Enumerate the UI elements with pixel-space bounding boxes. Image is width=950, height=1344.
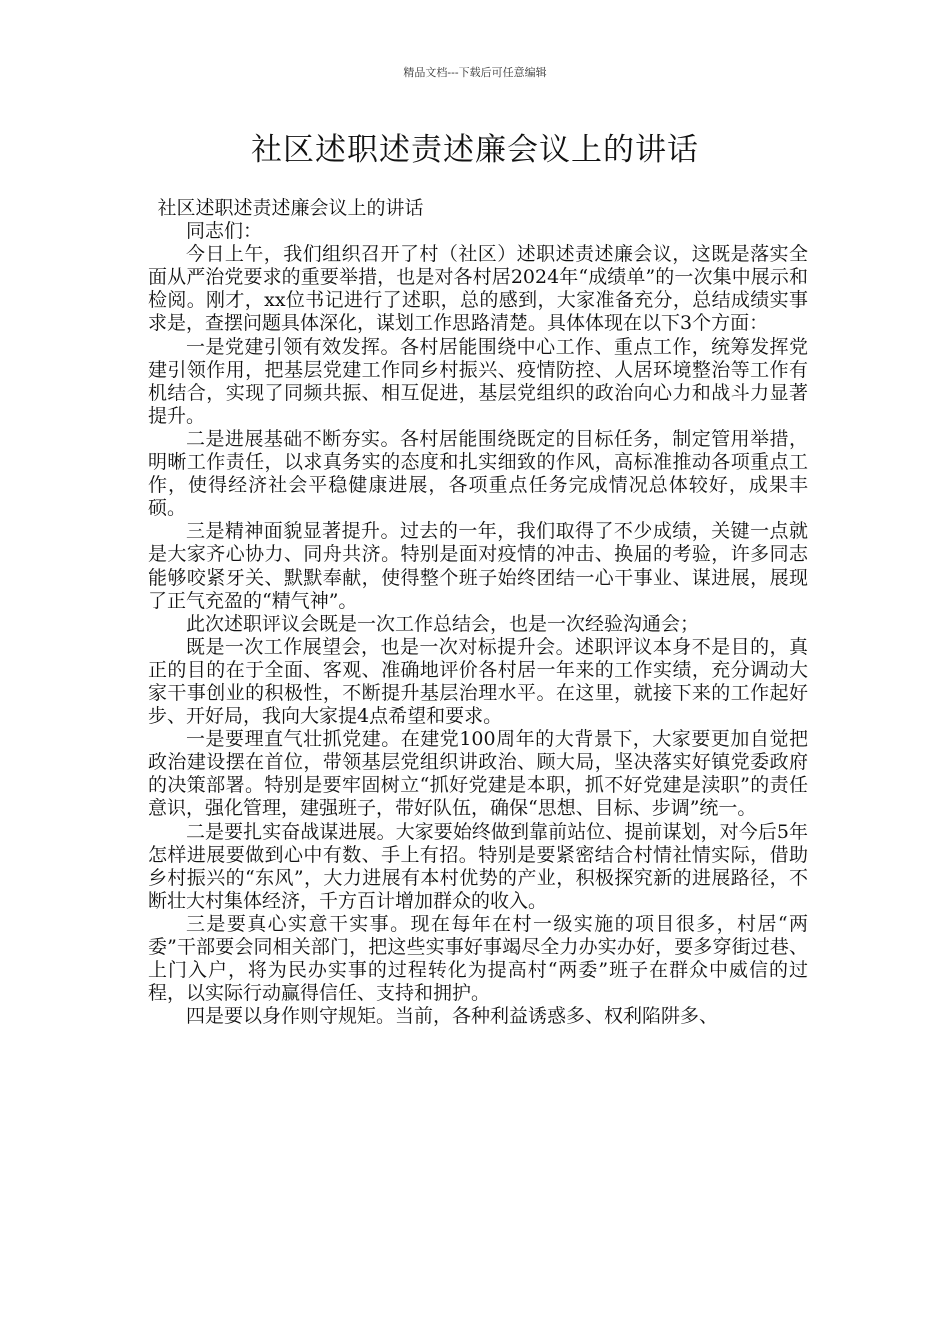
- paragraph-point-2: 二是进展基础不断夯实。各村居能围绕既定的目标任务，制定管用举措，明晰工作责任，以求真务实的态度和扎实细致的作风，高标准推动各项重点工作，使得经济社会平稳健康进展，各项重点任务完成情况总体较好，成果丰硕。: [148, 427, 808, 520]
- paragraph-transition-1: 此次述职评议会既是一次工作总结会，也是一次经验沟通会；: [186, 612, 700, 635]
- document-body: [148, 197, 808, 1028]
- paragraph-requirement-4: 四是要以身作则守规矩。当前，各种利益诱惑多、权利陷阱多、: [186, 1005, 719, 1028]
- paragraph-point-1: 一是党建引领有效发挥。各村居能围绕中心工作、重点工作，统筹发挥党建引领作用，把基层党建工作同乡村振兴、疫情防控、人居环境整治等工作有机结合，实现了同频共振、相互促进，基层党组织的政治向心力和战斗力显著提升。: [148, 335, 808, 427]
- paragraph-requirement-1: 一是要理直气壮抓党建。在建党100周年的大背景下，大家要更加自觉把政治建设摆在首位，带领基层党组织讲政治、顾大局，坚决落实好镇党委政府的决策部署。特别是要牢固树立“抓好党建是本职，抓不好党建是渎职”的责任意识，强化管理，建强班子，带好队伍，确保“思想、目标、步调”统一。: [148, 728, 808, 820]
- paragraph-transition-2: 既是一次工作展望会，也是一次对标提升会。述职评议本身不是目的，真正的目的在于全面、客观、准确地评价各村居一年来的工作实绩，充分调动大家干事创业的积极性，不断提升基层治理水平。在这里，就接下来的工作起好步、开好局，我向大家提4点希望和要求。: [148, 635, 808, 728]
- document-subtitle: 社区述职述责述廉会议上的讲话: [157, 197, 424, 219]
- paragraph-requirement-2: 二是要扎实奋战谋进展。大家要始终做到靠前站位、提前谋划，对今后5年怎样进展要做到心中有数、手上有招。特别是要紧密结合村情社情实际，借助乡村振兴的“东风”，大力进展有本村优势的产业，积极探究新的进展路径，不断壮大村集体经济，千方百计增加群众的收入。: [148, 820, 808, 912]
- page-header-note: 精品文档---下载后可任意编辑: [403, 66, 547, 79]
- paragraph-point-3: 三是精神面貌显著提升。过去的一年，我们取得了不少成绩，关键一点就是大家齐心协力、同舟共济。特别是面对疫情的冲击、换届的考验，许多同志能够咬紧牙关、默默奉献，使得整个班子始终团结一心干事业、谋进展，展现了正气充盈的“精气神”。: [148, 520, 808, 612]
- paragraph-requirement-3: 三是要真心实意干实事。现在每年在村一级实施的项目很多，村居“两委”干部要会同相关部门，把这些实事好事竭尽全力办实办好，要多穿街过巷、上门入户，将为民办实事的过程转化为提高村“两委”班子在群众中威信的过程，以实际行动赢得信任、支持和拥护。: [148, 912, 808, 1005]
- paragraph-intro: 今日上午，我们组织召开了村（社区）述职述责述廉会议，这既是落实全面从严治党要求的重要举措，也是对各村居2024年“成绩单”的一次集中展示和检阅。刚才，xx位书记进行了述职，总的感到，大家准备充分，总结成绩实事求是，查摆问题具体深化，谋划工作思路清楚。具体体现在以下3个方面：: [148, 243, 808, 335]
- document-title: 社区述职述责述廉会议上的讲话: [251, 132, 699, 168]
- salutation: 同志们：: [186, 220, 263, 243]
